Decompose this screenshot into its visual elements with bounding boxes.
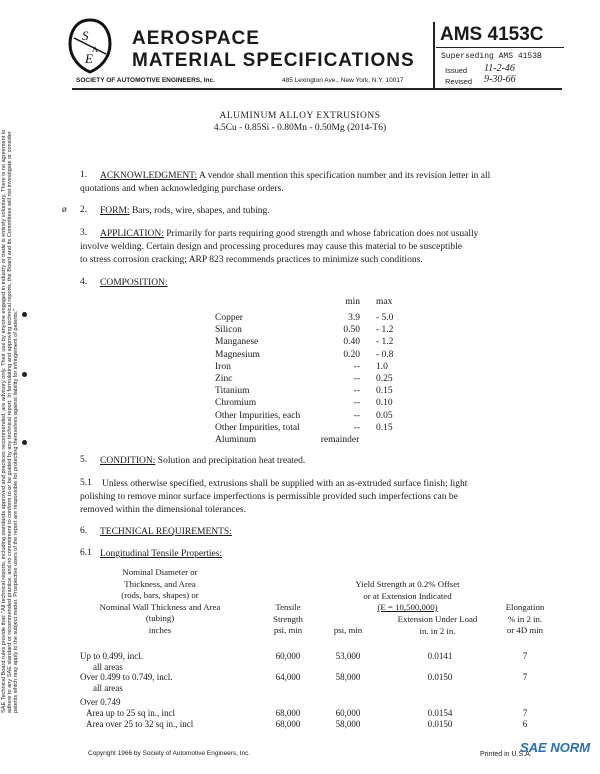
- th-tensile-l2: Strength: [273, 613, 303, 624]
- th-dimension-l1: Nominal Diameter or: [122, 567, 198, 577]
- composition-min: --: [353, 410, 360, 421]
- header-title-line1: AEROSPACE: [132, 28, 260, 49]
- society-name: SOCIETY OF AUTOMOTIVE ENGINEERS, Inc.: [76, 77, 215, 84]
- printed-in: Printed in U.S.A.: [480, 751, 532, 758]
- binder-hole-icon: [22, 312, 27, 317]
- section-number: 5.1: [80, 478, 92, 488]
- tensile-ext: 0.0141: [427, 651, 453, 661]
- section-5-text: Solution and precipitation heat treated.: [155, 456, 306, 466]
- composition-element: Silicon: [215, 325, 242, 336]
- composition-min: --: [353, 374, 360, 384]
- composition-element: Copper: [215, 313, 243, 323]
- tensile-ext: 0.0150: [427, 719, 453, 729]
- revised-date: 9-30-66: [484, 74, 516, 85]
- composition-min: 0.40: [343, 337, 360, 348]
- svg-text:A: A: [92, 45, 98, 54]
- section-4-heading: COMPOSITION:: [100, 278, 168, 288]
- issued-date: 11-2-46: [484, 63, 515, 74]
- section-3-line3: to stress corrosion cracking; ARP 823 recommends practices to minimize such conditions.: [80, 255, 423, 265]
- composition-max: 0.25: [376, 374, 393, 384]
- th-dimension-l6: inches: [148, 624, 172, 635]
- tensile-ts: 64,000: [275, 672, 301, 682]
- comp-max-header: max: [376, 297, 393, 307]
- th-extension: [380, 614, 495, 637]
- society-address: 485 Lexington Ave., New York, N.Y. 10017: [282, 77, 404, 84]
- th-elongation-l3: or 4D min: [506, 625, 544, 635]
- section-5-line1: [100, 455, 305, 468]
- section-5-1-line3: removed within the dimensional tolerances.: [80, 505, 246, 515]
- composition-max: - 1.2: [376, 325, 394, 336]
- section-number: 2.: [80, 205, 88, 215]
- section-number: 5.: [80, 455, 88, 465]
- composition-max: 0.15: [376, 422, 393, 433]
- tensile-el: 6: [522, 719, 528, 729]
- section-3-line1: [100, 228, 478, 241]
- th-elongation: [490, 602, 560, 637]
- issued-label: Issued: [445, 66, 468, 75]
- composition-min: 0.50: [343, 325, 360, 336]
- revision-mark: ø: [62, 205, 67, 215]
- sae-logo: [68, 18, 112, 74]
- comp-min-header: min: [345, 297, 360, 307]
- th-yield-l1: Yield Strength at 0.2% Offset: [355, 579, 460, 589]
- section-3-heading: APPLICATION:: [100, 229, 164, 239]
- composition-max: 1.0: [376, 361, 388, 372]
- section-1-text: A vendor shall mention this specification number and its revision letter in all: [197, 171, 491, 181]
- header-title-line2: MATERIAL SPECIFICATIONS: [132, 50, 415, 71]
- th-dimension: [80, 567, 240, 636]
- composition-element: Other Impurities, each: [215, 410, 301, 421]
- document-title: ALUMINUM ALLOY EXTRUSIONS: [219, 111, 381, 121]
- section-3-line2: involve welding. Certain design and processing procedures may cause this material to be susceptible: [80, 242, 463, 252]
- th-yield-l3: (E = 10,500,000): [377, 602, 438, 612]
- th-extension-l1: Extension Under Load: [397, 614, 478, 624]
- composition-element: Other Impurities, total: [215, 422, 300, 433]
- composition-max: - 1.2: [376, 337, 394, 348]
- watermark: SAE NORM: [520, 740, 591, 755]
- section-5-1-line1: Unless otherwise specified, extrusions shall be supplied with an as-extruded surface finish; light: [102, 479, 468, 489]
- th-tensile-l3: psi, min: [273, 625, 303, 635]
- section-3-text: Primarily for parts requiring good strength and whose fabrication does not usually: [163, 229, 479, 239]
- th-yield: [320, 579, 495, 614]
- document-subtitle: 4.5Cu - 0.85Si - 0.80Mn - 0.50Mg (2014-T6): [213, 123, 387, 133]
- binder-hole-icon: [22, 372, 27, 377]
- composition-element: Magnesium: [215, 349, 260, 360]
- composition-min: --: [353, 422, 360, 433]
- th-dimension-l2: Thickness, and Area: [124, 578, 196, 589]
- th-yield-psi: psi, min: [333, 625, 363, 635]
- section-number: 6.1: [80, 548, 92, 558]
- tensile-ts: 60,000: [275, 651, 301, 661]
- section-1-line2: quotations and when acknowledging purchase orders.: [80, 184, 284, 194]
- section-6-1-heading: Longitudinal Tensile Properties:: [100, 549, 223, 559]
- composition-element: Aluminum: [215, 435, 257, 445]
- divider: [436, 47, 564, 48]
- composition-max: - 5.0: [376, 313, 394, 323]
- composition-max: - 0.8: [376, 349, 394, 360]
- th-dimension-l4: Nominal Wall Thickness and Area: [99, 601, 221, 612]
- composition-max: 0.15: [376, 386, 393, 397]
- composition-element: Titanium: [215, 386, 250, 397]
- tensile-ext: 0.0150: [427, 672, 453, 682]
- composition-min: --: [353, 361, 360, 372]
- section-2-line1: [100, 205, 270, 218]
- composition-element: Iron: [215, 361, 231, 372]
- composition-min: 3.9: [348, 313, 360, 323]
- tensile-ext: 0.0154: [427, 708, 453, 718]
- th-yield-l2: or at Extension Indicated: [363, 590, 452, 601]
- tensile-ts: 68,000: [275, 708, 301, 718]
- th-extension-l2: in. in 2 in.: [419, 625, 456, 636]
- tensile-dimension: Area over 25 to 32 sq in., incl: [86, 719, 194, 729]
- composition-min: --: [353, 386, 360, 397]
- composition-min: remainder: [320, 435, 360, 445]
- composition-max: 0.05: [376, 410, 393, 421]
- composition-min: --: [353, 398, 360, 409]
- th-dimension-l3: (rods, bars, shapes) or: [121, 590, 199, 600]
- tensile-ys: 58,000: [335, 719, 361, 729]
- tensile-el: 7: [522, 672, 528, 682]
- svg-text:E: E: [85, 51, 93, 66]
- tensile-dimension: Over 0.499 to 0.749, incl.: [80, 672, 173, 682]
- th-elongation-l1: Elongation: [505, 602, 545, 612]
- svg-text:S: S: [82, 28, 89, 43]
- binder-hole-icon: [22, 440, 27, 445]
- section-1-line1: [100, 170, 490, 183]
- th-tensile: [258, 602, 318, 637]
- technical-board-notice: SAE Technical Board rules provide that: "All technical reports, including standards approved and practices recommended, are advisory only. Their use by anyone engaged in industry or trade is entirely voluntary. There is no agreement to adhere to any SAE standard or recommended practice, and no commitment to conform to or be guided by any technical report. In formulating and approving technical reports, the Board and its Committees will not investigate or consider patents which may apply to the subject matter. Prospective users of the report are responsible for protecting themselves against liability for infringement of patents.": [1, 129, 20, 713]
- section-number: 1.: [80, 170, 88, 180]
- section-6-heading: TECHNICAL REQUIREMENTS:: [100, 527, 232, 537]
- section-number: 6.: [80, 526, 88, 536]
- section-2-heading: FORM:: [100, 206, 130, 216]
- revised-label: Revised: [445, 77, 473, 86]
- section-1-heading: ACKNOWLEDGMENT:: [100, 171, 198, 181]
- composition-min: 0.20: [343, 349, 360, 360]
- tensile-ts: 68,000: [275, 719, 301, 729]
- th-tensile-l1: Tensile: [275, 602, 301, 612]
- tensile-el: 7: [522, 708, 528, 718]
- tensile-ys: 58,000: [335, 672, 361, 682]
- tensile-dimension: Area up to 25 sq in., incl: [86, 708, 175, 718]
- th-elongation-l2: % in 2 in.: [507, 613, 543, 624]
- tensile-el: 7: [522, 651, 528, 661]
- tensile-dimension: Up to 0.499, incl.: [80, 651, 143, 661]
- composition-element: Manganese: [215, 337, 259, 348]
- section-number: 3.: [80, 228, 88, 238]
- composition-element: Chromium: [215, 398, 257, 409]
- ams-number: AMS 4153C: [440, 24, 544, 45]
- composition-max: 0.10: [376, 398, 393, 409]
- tensile-ys: 53,000: [335, 651, 361, 661]
- section-2-text: Bars, rods, wire, shapes, and tubing.: [129, 206, 270, 216]
- copyright: Copyright 1966 by Society of Automotive Engineers, Inc.: [88, 750, 251, 757]
- tensile-ys: 60,000: [335, 708, 361, 718]
- section-number: 4.: [80, 277, 88, 287]
- tensile-dimension-sub: all areas: [93, 662, 123, 672]
- section-5-heading: CONDITION:: [100, 456, 156, 466]
- superseding-label: Superseding AMS 4153B: [441, 52, 542, 61]
- tensile-dimension-sub: all areas: [93, 683, 123, 693]
- composition-element: Zinc: [215, 374, 233, 384]
- th-dimension-l5: (tubing): [145, 613, 175, 623]
- tensile-dimension: Over 0.749: [80, 697, 121, 707]
- section-5-1-line2: polishing to remove minor surface imperfections is permissible provided such imperfections can be: [80, 492, 458, 502]
